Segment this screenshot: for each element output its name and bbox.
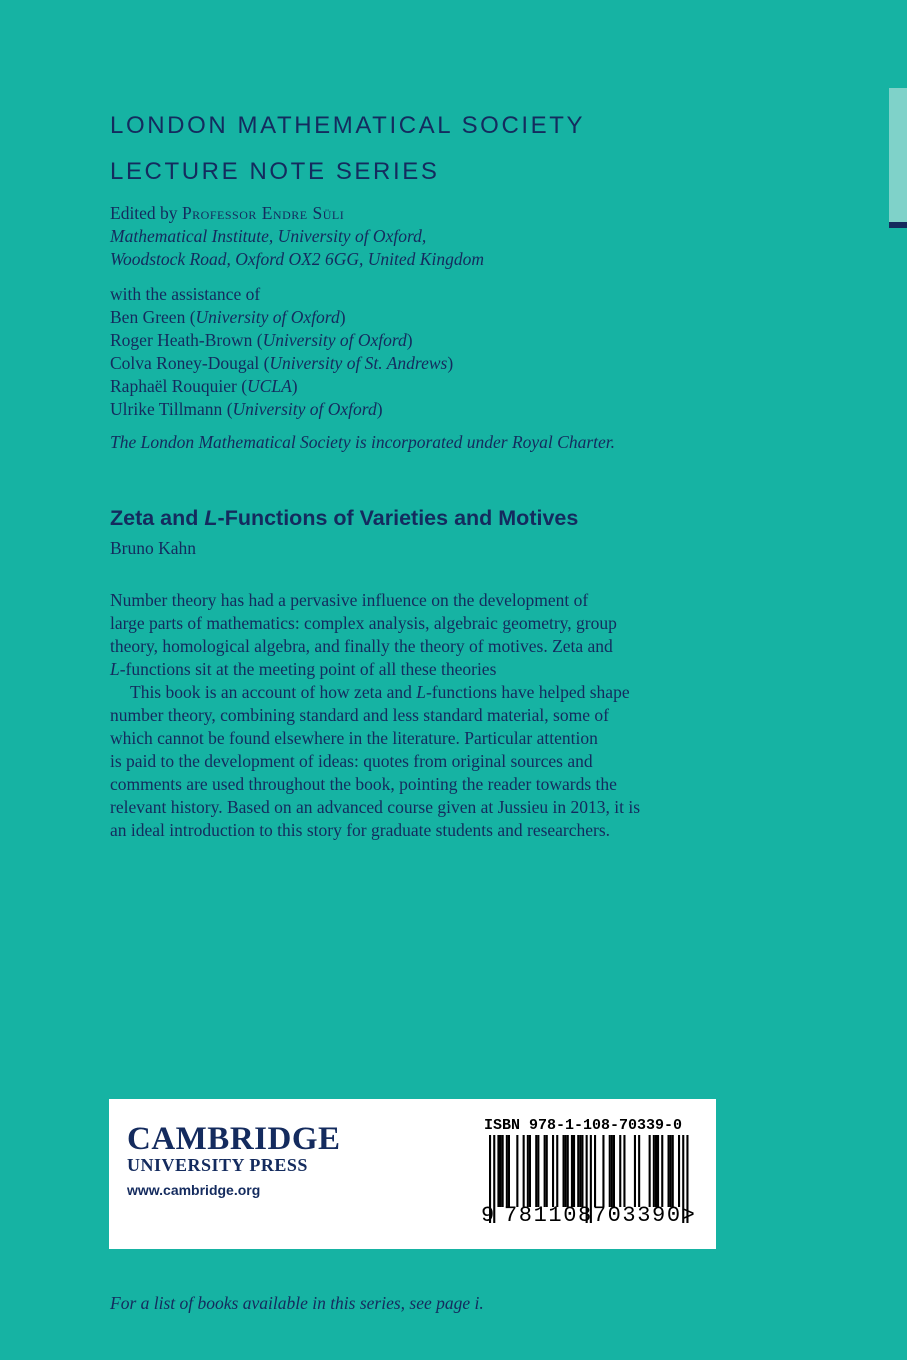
edge-color-band [889, 88, 907, 228]
description-line [110, 681, 716, 704]
barcode-bar [655, 1135, 657, 1207]
description-line: which cannot be found elsewhere in the literature. Particular attention [110, 728, 598, 748]
barcode-bar [502, 1135, 504, 1207]
l-symbol: L [416, 682, 426, 702]
assistant-affiliation: University of Oxford [232, 399, 377, 419]
barcode-bar [527, 1135, 529, 1207]
barcode-bar [565, 1135, 567, 1207]
assistance-intro: with the assistance of [110, 284, 261, 304]
book-author: Bruno Kahn [110, 538, 197, 558]
series-title-line-2: LECTURE NOTE SERIES [110, 158, 440, 185]
assistant-name: Roger Heath-Brown [110, 330, 257, 350]
barcode-bar [579, 1135, 581, 1207]
ean-first-digit: 9 [481, 1203, 495, 1228]
assistance-block [110, 283, 453, 421]
book-description [110, 589, 716, 842]
description-fragment: This book is an account of how zeta and [130, 682, 417, 702]
barcode-bar [535, 1135, 537, 1207]
description-line: number theory, combining standard and less standard material, some of [110, 705, 609, 725]
description-fragment: -functions sit at the meeting point of all these theories [119, 659, 497, 679]
assistant-affiliation: University of St. Andrews [269, 353, 448, 373]
series-title-line-1: LONDON MATHEMATICAL SOCIETY [110, 112, 586, 139]
description-line: relevant history. Based on an advanced course given at Jussieu in 2013, it is [110, 797, 641, 817]
assistant-affiliation: UCLA [247, 376, 292, 396]
publisher-website: www.cambridge.org [127, 1182, 261, 1198]
assistant-affiliation: University of Oxford [262, 330, 407, 350]
barcode-bar [619, 1135, 621, 1207]
barcode-bar [497, 1135, 499, 1207]
barcode-bar [672, 1135, 674, 1207]
description-line: comments are used throughout the book, pointing the reader towards the [110, 774, 617, 794]
barcode-bar [573, 1135, 575, 1207]
series-footnote: For a list of books available in this series, see page i. [110, 1293, 484, 1313]
barcode-bar [537, 1135, 539, 1207]
editor-prefix: Edited by [110, 203, 182, 223]
barcode-bar [529, 1135, 531, 1207]
barcode-bar [508, 1135, 510, 1207]
barcode-bar [661, 1135, 663, 1207]
barcode-bar [649, 1135, 651, 1207]
book-title-l: L [204, 506, 218, 530]
royal-charter-note: The London Mathematical Society is incorporated under Royal Charter. [110, 432, 616, 452]
book-title-part-2: -Functions of Varieties and Motives [217, 506, 579, 530]
barcode-bar [581, 1135, 583, 1207]
barcode-bar [678, 1135, 680, 1207]
barcode-bar [613, 1135, 615, 1207]
quiet-zone-marker: > [681, 1203, 697, 1228]
barcode-bar [544, 1135, 546, 1207]
barcode-bar [523, 1135, 525, 1207]
l-symbol: L [110, 659, 120, 679]
editor-block [110, 202, 484, 271]
barcode-bar [609, 1135, 611, 1207]
editor-line [110, 202, 484, 225]
barcode-bar [567, 1135, 569, 1207]
description-line: Number theory has had a pervasive influence on the development of [110, 590, 589, 610]
assistant-name: Ben Green [110, 307, 190, 327]
description-line: large parts of mathematics: complex analysis, algebraic geometry, group [110, 613, 617, 633]
barcode-bar [577, 1135, 579, 1207]
isbn-label: ISBN 978-1-108-70339-0 [484, 1117, 683, 1134]
barcode-bar [634, 1135, 636, 1207]
barcode-bar [546, 1135, 548, 1207]
assistant-row: Roger Heath-Brown (University of Oxford) [110, 330, 413, 350]
barcode-bar [594, 1135, 596, 1207]
assistant-name: Ulrike Tillmann [110, 399, 227, 419]
barcode-bar [563, 1135, 565, 1207]
book-title [110, 506, 578, 531]
publisher-logo-name: CAMBRIDGE [127, 1121, 341, 1157]
editor-affiliation-2: Woodstock Road, Oxford OX2 6GG, United Kingdom [110, 249, 484, 269]
description-fragment: -functions have helped shape [425, 682, 630, 702]
barcode-bar [506, 1135, 508, 1207]
publisher-box [109, 1099, 716, 1249]
editor-affiliation-1: Mathematical Institute, University of Oxford, [110, 226, 427, 246]
barcode-bar [657, 1135, 659, 1207]
editor-name: Professor Endre Süli [181, 203, 345, 223]
description-line: theory, homological algebra, and finally the theory of motives. Zeta and [110, 636, 613, 656]
description-line: is paid to the development of ideas: quotes from original sources and [110, 751, 593, 771]
assistant-affiliation: University of Oxford [195, 307, 340, 327]
barcode-bar [602, 1135, 604, 1207]
assistant-row: Ulrike Tillmann (University of Oxford) [110, 399, 383, 419]
description-line: an ideal introduction to this story for graduate students and researchers. [110, 820, 611, 840]
assistant-name: Colva Roney-Dougal [110, 353, 264, 373]
assistant-row: Colva Roney-Dougal (University of St. Andrews) [110, 353, 454, 373]
barcode-bar [552, 1135, 554, 1207]
barcode-bar [500, 1135, 502, 1207]
assistant-row: Ben Green (University of Oxford) [110, 307, 346, 327]
description-line [110, 658, 716, 681]
ean-remaining-digits: 781108703390 [504, 1203, 682, 1228]
barcode-bar [638, 1135, 640, 1207]
barcode-bar [611, 1135, 613, 1207]
book-title-part-1: Zeta and [110, 506, 205, 530]
barcode-bar [571, 1135, 573, 1207]
ean-digits [504, 1203, 696, 1228]
barcode-bar [556, 1135, 558, 1207]
barcode-bar [516, 1135, 518, 1207]
barcode-bar [623, 1135, 625, 1207]
assistant-row: Raphaël Rouquier (UCLA) [110, 376, 298, 396]
barcode-bar [653, 1135, 655, 1207]
barcode-bar [668, 1135, 670, 1207]
assistant-name: Raphaël Rouquier [110, 376, 242, 396]
barcode-bar [670, 1135, 672, 1207]
publisher-logo-press: UNIVERSITY PRESS [127, 1155, 308, 1175]
